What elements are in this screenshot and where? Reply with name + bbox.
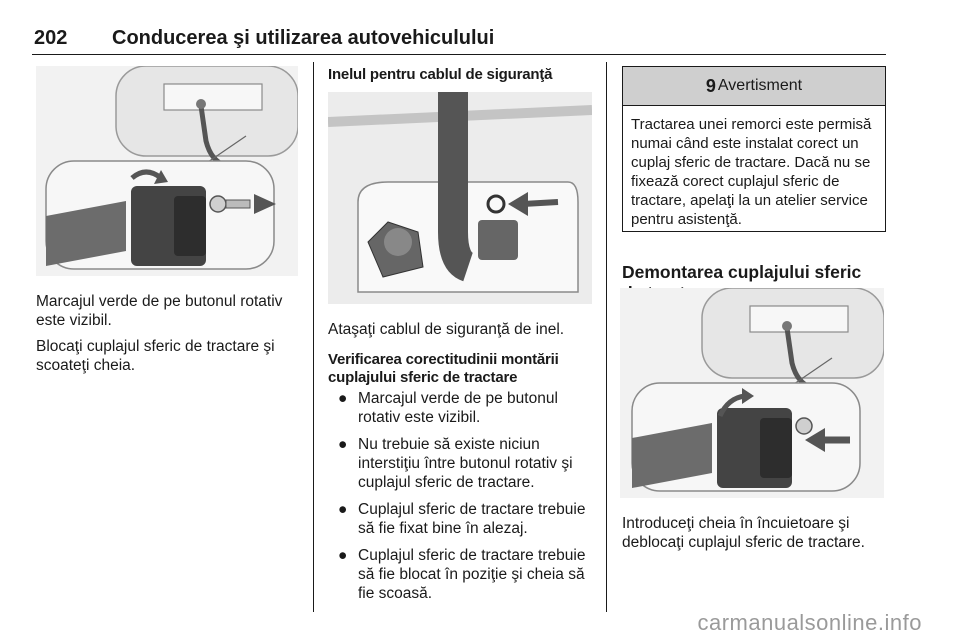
page-header	[32, 24, 886, 55]
paragraph: Blocaţi cuplajul sferic de tractare şi scoateţi cheia.	[36, 338, 275, 374]
warning-header	[623, 67, 885, 106]
bullet-icon: ●	[338, 436, 348, 453]
watermark: carmanualsonline.info	[697, 610, 922, 635]
section-heading: Demontarea cuplajului sferic	[622, 262, 862, 282]
list-item: ● Cuplajul sferic de tractare trebuie să fie blocat în poziţie şi cheia să fie scoasă.	[338, 547, 586, 602]
bullet-icon: ●	[338, 390, 348, 407]
list-item: ● Marcajul verde de pe butonul rotativ este vizibil.	[338, 390, 558, 426]
towbar-ball-coupling-unlocking-illustration	[620, 288, 884, 498]
column2-paragraph: Ataşaţi cablul de siguranţă de inel.	[328, 321, 565, 338]
check-list	[328, 389, 596, 611]
list-item: ● Nu trebuie să existe niciun interstiţiu între butonul rotativ şi cuplajul sferic de tractare.	[338, 436, 573, 491]
list-item: ● Cuplajul sferic de tractare trebuie să fie fixat bine în alezaj.	[338, 501, 586, 537]
column-divider-1	[313, 62, 314, 612]
warning-icon: 9	[705, 75, 716, 96]
paragraph: Marcajul verde de pe butonul rotativ este vizibil.	[36, 293, 283, 329]
bullet-icon: ●	[338, 547, 348, 564]
warning-body: Tractarea unei remorci este permisă numai când este instalat corect un cuplaj sferic de tractare. Dacă nu se fixează corect cuplajul sferic de tractare, apelaţi la un atelier service pentru asistenţă.	[631, 116, 872, 228]
column-divider-2	[606, 62, 607, 612]
warning-box	[622, 66, 886, 232]
warning-title: Avertisment	[717, 77, 803, 94]
towbar-ball-coupling-locking-illustration	[36, 66, 298, 276]
page-number: 202	[34, 27, 68, 49]
subheading: Inelul pentru cablul de siguranţă	[328, 66, 553, 83]
page-title: Conducerea şi utilizarea autovehiculului	[112, 27, 495, 49]
safety-cable-ring-illustration	[328, 92, 592, 304]
bullet-icon: ●	[338, 501, 348, 518]
column3-paragraph: Introduceţi cheia în încuietoare şi deblocaţi cuplajul sferic de tractare.	[622, 515, 865, 551]
check-heading: Verificarea corectitudinii montării cuplajului sferic de tractare	[328, 351, 559, 386]
column1-text	[36, 292, 300, 382]
